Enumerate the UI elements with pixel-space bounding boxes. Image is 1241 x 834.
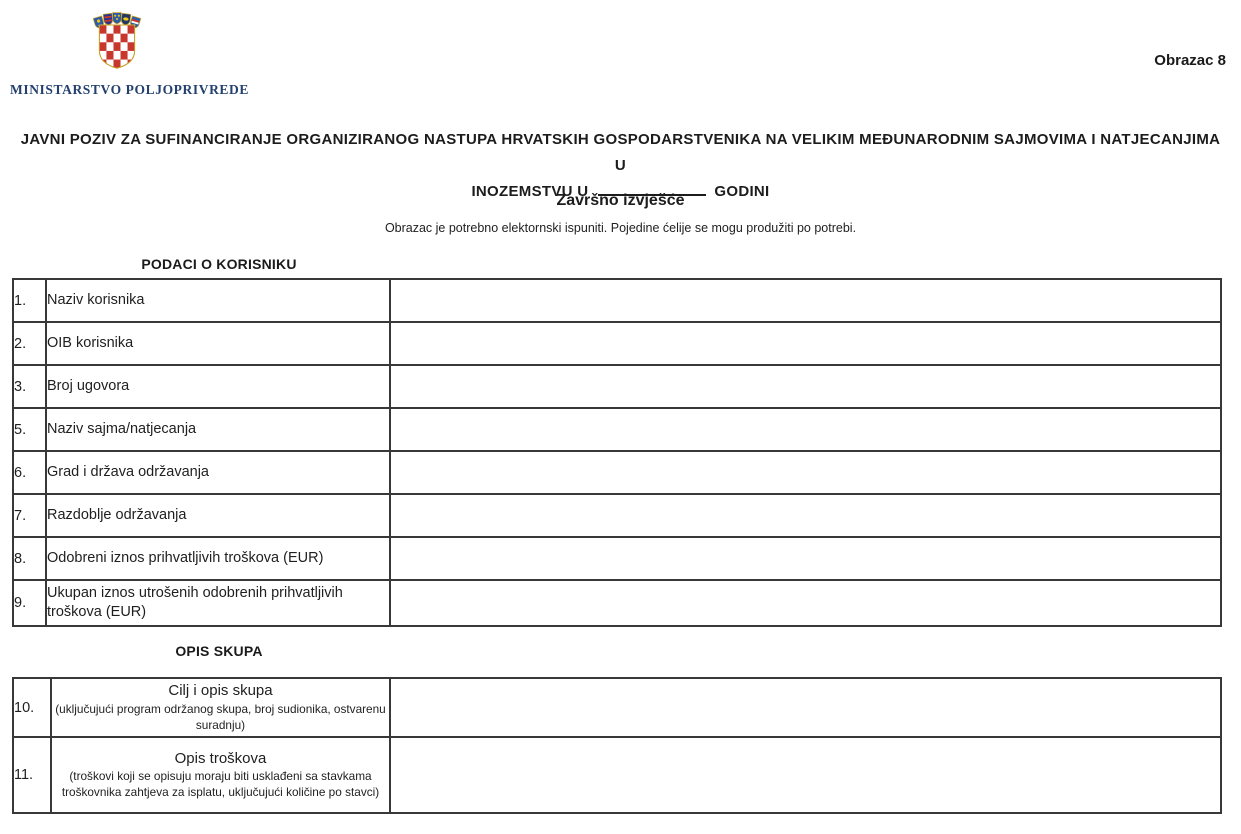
row-value-cell[interactable] <box>390 580 1221 626</box>
table-row <box>13 737 1221 813</box>
row-label <box>51 737 390 813</box>
table-row <box>13 365 1221 408</box>
row-label-main: Cilj i opis skupa <box>168 682 273 700</box>
row-value-cell[interactable] <box>390 537 1221 580</box>
form-number-label: Obrazac 8 <box>1154 52 1226 69</box>
document-subtitle: Završno izvješće <box>556 192 685 209</box>
table-row <box>13 537 1221 580</box>
row-number: 2. <box>13 322 46 365</box>
row-label-main: Opis troškova <box>174 749 267 767</box>
ministry-name: MINISTARSTVO POLJOPRIVREDE <box>10 82 249 97</box>
fill-instruction: Obrazac je potrebno elektornski ispuniti. Pojedine ćelije se mogu produžiti po potrebi. <box>384 221 857 235</box>
row-label: OIB korisnika <box>46 322 390 365</box>
row-label <box>51 678 390 737</box>
table-row <box>13 494 1221 537</box>
title-line2-suffix: GODINI <box>714 183 770 200</box>
table-row <box>13 408 1221 451</box>
row-sublabel: (troškovi koji se opisuju moraju biti usklađeni sa stavkama troškovnika zahtjeva za isplatu, uključujući količine po stavci) <box>61 769 380 800</box>
beneficiary-table <box>12 278 1222 627</box>
row-label: Razdoblje održavanja <box>46 494 390 537</box>
row-value-cell[interactable] <box>390 408 1221 451</box>
row-label: Odobreni iznos prihvatljivih troškova (EUR) <box>46 537 390 580</box>
row-number: 7. <box>13 494 46 537</box>
row-number: 3. <box>13 365 46 408</box>
row-value-cell[interactable] <box>390 678 1221 737</box>
row-number: 1. <box>13 279 46 322</box>
row-number: 6. <box>13 451 46 494</box>
document-title-line1: JAVNI POZIV ZA SUFINANCIRANJE ORGANIZIRANOG NASTUPA HRVATSKIH GOSPODARSTVENIKA NA VELIKIM MEĐUNARODNIM SAJMOVIMA I NATJECANJIMA U <box>20 131 1221 174</box>
table-row <box>13 678 1221 737</box>
section-heading-podaci-o-korisniku: PODACI O KORISNIKU <box>141 256 297 272</box>
croatia-coat-of-arms-icon <box>93 11 141 71</box>
row-value-cell[interactable] <box>390 737 1221 813</box>
row-label: Broj ugovora <box>46 365 390 408</box>
row-label: Naziv sajma/natjecanja <box>46 408 390 451</box>
event-description-table <box>12 677 1222 814</box>
row-sublabel: (uključujući program održanog skupa, broj sudionika, ostvarenu suradnju) <box>55 701 386 732</box>
section-heading-opis-skupa: OPIS SKUPA <box>175 643 263 659</box>
row-number: 5. <box>13 408 46 451</box>
table-row <box>13 580 1221 626</box>
row-number: 11. <box>13 737 51 813</box>
row-value-cell[interactable] <box>390 494 1221 537</box>
row-label: Naziv korisnika <box>46 279 390 322</box>
row-value-cell[interactable] <box>390 279 1221 322</box>
row-value-cell[interactable] <box>390 451 1221 494</box>
row-number: 10. <box>13 678 51 737</box>
table-row <box>13 279 1221 322</box>
row-value-cell[interactable] <box>390 322 1221 365</box>
table-row <box>13 322 1221 365</box>
row-number: 9. <box>13 580 46 626</box>
row-number: 8. <box>13 537 46 580</box>
row-label: Ukupan iznos utrošenih odobrenih prihvatljivih troškova (EUR) <box>46 580 390 626</box>
table-row <box>13 451 1221 494</box>
title-line2-prefix: INOZEMSTVU U <box>471 183 589 200</box>
row-value-cell[interactable] <box>390 365 1221 408</box>
row-label: Grad i država održavanja <box>46 451 390 494</box>
